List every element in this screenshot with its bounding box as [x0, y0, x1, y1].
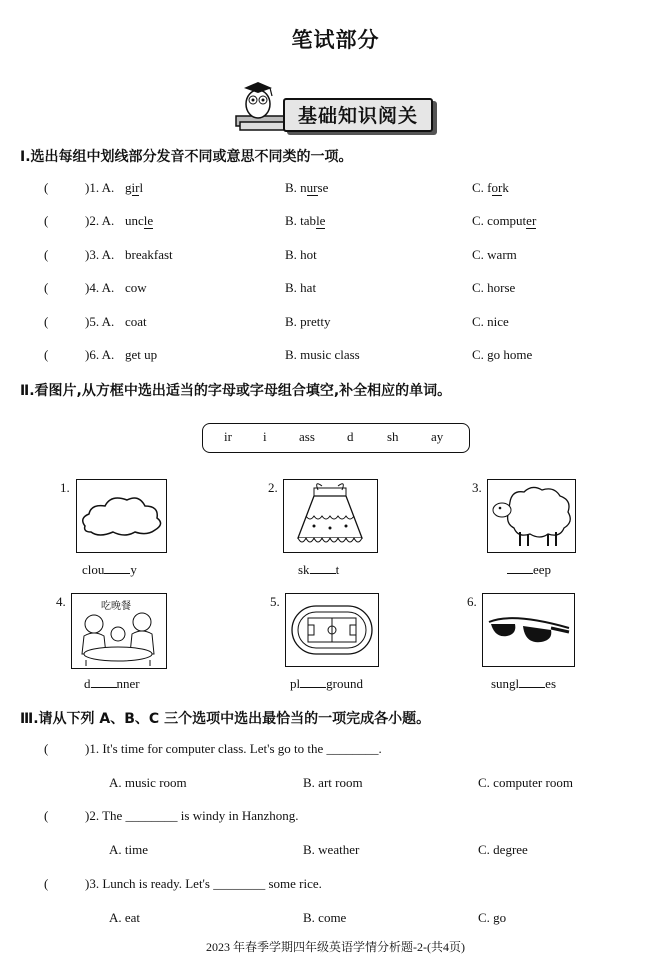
fill-word [82, 561, 137, 578]
option-b [285, 347, 360, 363]
option-b [285, 180, 328, 196]
option-label: C. [472, 247, 484, 262]
underlined-part: er [526, 213, 537, 228]
word-prefix: sungl [491, 676, 520, 691]
playground-track-icon [286, 594, 378, 666]
question-number: )2. A. [85, 213, 115, 228]
option-a [125, 347, 157, 363]
option-c [472, 247, 517, 263]
option-text-pre: music class [300, 347, 360, 362]
question-number: )4. A. [85, 280, 115, 295]
question-number: )6. A. [85, 347, 115, 362]
word-suffix: y [130, 562, 137, 577]
option-text-pre: f [487, 180, 492, 195]
picture-playground [285, 593, 379, 667]
option-a: A. time [109, 842, 148, 857]
answer-paren[interactable]: ( [44, 280, 49, 295]
question-number: )5. A. [85, 314, 115, 329]
option-label: B. [285, 180, 297, 195]
picture-dinner [71, 593, 167, 669]
picture-number: 2. [268, 480, 278, 495]
option-text-pre: pretty [300, 314, 331, 329]
option-c [472, 280, 515, 296]
fill-word [507, 561, 551, 578]
answer-paren[interactable]: ( [44, 876, 49, 891]
option-text-post: l [139, 180, 144, 195]
sheep-icon [488, 480, 575, 552]
underlined-part: ur [306, 180, 318, 195]
picture-number: 3. [472, 480, 482, 495]
option-label: C. [472, 280, 484, 295]
answer-paren[interactable]: ( [44, 808, 49, 823]
option-text-pre: warm [487, 247, 517, 262]
word-suffix: t [335, 562, 340, 577]
option-text-post: se [317, 180, 329, 195]
word-suffix: eep [533, 562, 552, 577]
option-label: B. [285, 280, 297, 295]
underlined-part: le [316, 213, 326, 228]
option-text-pre: breakfast [125, 247, 173, 262]
option-label: B. [285, 213, 297, 228]
picture-number: 5. [270, 594, 280, 609]
option-label: C. [472, 347, 484, 362]
underlined-part: le [143, 213, 154, 228]
option-label: B. [285, 347, 297, 362]
answer-paren[interactable]: ( [44, 180, 49, 195]
option-a [125, 213, 153, 229]
skirt-icon [284, 480, 377, 552]
question-text: )3. Lunch is ready. Let's ________ some rice. [85, 876, 322, 891]
fill-word [491, 675, 556, 692]
picture-number: 4. [56, 594, 66, 609]
underlined-part: ir [131, 180, 140, 195]
letter-option: ass [299, 429, 315, 444]
underlined-part: or [491, 180, 503, 195]
option-a: A. music room [109, 775, 187, 790]
option-b [285, 213, 325, 229]
blank-input[interactable] [300, 675, 326, 688]
picture-number: 6. [467, 594, 477, 609]
option-b: B. weather [303, 842, 360, 857]
question-text: )2. The ________ is windy in Hanzhong. [85, 808, 299, 823]
option-text-pre: g [125, 180, 132, 195]
answer-paren[interactable]: ( [44, 247, 49, 262]
picture-number: 1. [60, 480, 70, 495]
page-title: 笔试部分 [291, 28, 380, 52]
answer-paren[interactable]: ( [44, 314, 49, 329]
option-c [472, 213, 536, 229]
answer-paren[interactable]: ( [44, 347, 49, 362]
letter-option: d [347, 429, 354, 444]
option-b: B. come [303, 910, 347, 925]
option-b [285, 314, 331, 330]
word-prefix: clou [82, 562, 105, 577]
word-prefix: sk [298, 562, 310, 577]
word-suffix: es [545, 676, 557, 691]
option-b: B. art room [303, 775, 363, 790]
question-number: )1. A. [85, 180, 115, 195]
option-c: C. degree [478, 842, 528, 857]
option-text-pre: go home [487, 347, 533, 362]
letter-option: sh [387, 429, 399, 444]
option-a [125, 280, 147, 296]
page-footer: 2023 年春季学期四年级英语学情分析题-2-(共4页) [206, 940, 465, 954]
option-text-pre: n [300, 180, 307, 195]
picture-sunglasses [482, 593, 575, 667]
option-label: C. [472, 180, 484, 195]
option-label: C. [472, 213, 484, 228]
option-text-post: k [502, 180, 509, 195]
letter-option: ay [431, 429, 444, 444]
option-text-pre: comput [487, 213, 527, 228]
option-text-pre: tab [300, 213, 317, 228]
word-prefix: pl [290, 676, 301, 691]
word-prefix: d [84, 676, 91, 691]
option-label: B. [285, 314, 297, 329]
option-b [285, 280, 316, 296]
option-c [472, 180, 509, 196]
blank-input[interactable] [91, 675, 117, 688]
question-number: )3. A. [85, 247, 115, 262]
option-text-pre: hot [300, 247, 317, 262]
option-a [125, 314, 147, 330]
option-c [472, 347, 532, 363]
option-b [285, 247, 317, 263]
option-a: A. eat [109, 910, 141, 925]
picture-cloud [76, 479, 167, 553]
option-text-pre: horse [487, 280, 516, 295]
cloud-icon [77, 480, 166, 552]
blank-input[interactable] [519, 675, 545, 688]
word-suffix: ground [326, 676, 363, 691]
blank-input[interactable] [310, 561, 336, 574]
letter-option: ir [224, 429, 232, 444]
letter-option: i [263, 429, 267, 444]
fill-word [298, 561, 339, 578]
option-text-pre: get up [125, 347, 158, 362]
section3-heading: Ⅲ.请从下列 A、B、C 三个选项中选出最恰当的一项完成各小题。 [20, 711, 431, 727]
option-text-pre: cow [125, 280, 147, 295]
section1-heading: Ⅰ.选出每组中划线部分发音不同或意思不同类的一项。 [20, 149, 353, 165]
option-text-pre: coat [125, 314, 147, 329]
blank-input[interactable] [104, 561, 130, 574]
option-text-pre: nice [487, 314, 509, 329]
picture-sheep [487, 479, 576, 553]
option-a [125, 180, 143, 196]
fill-word [84, 675, 140, 692]
option-c: C. go [478, 910, 507, 925]
answer-paren[interactable]: ( [44, 213, 49, 228]
section2-heading: Ⅱ.看图片,从方框中选出适当的字母或字母组合填空,补全相应的单词。 [20, 383, 452, 399]
dinner-caption: 吃晚餐 [101, 601, 131, 612]
picture-skirt [283, 479, 378, 553]
answer-paren[interactable]: ( [44, 741, 49, 756]
option-text-pre: unc [125, 213, 144, 228]
letter-options-box [202, 423, 470, 453]
word-suffix: nner [116, 676, 140, 691]
blank-input[interactable] [507, 561, 533, 574]
option-a [125, 247, 173, 263]
banner-text: 基础知识阅关 [297, 105, 418, 127]
sunglasses-icon [483, 594, 574, 666]
option-text-pre: hat [300, 280, 317, 295]
option-label: C. [472, 314, 484, 329]
question-text: )1. It's time for computer class. Let's go to the ________. [85, 741, 382, 756]
option-c [472, 314, 509, 330]
option-label: B. [285, 247, 297, 262]
fill-word [290, 675, 363, 692]
option-c: C. computer room [478, 775, 573, 790]
